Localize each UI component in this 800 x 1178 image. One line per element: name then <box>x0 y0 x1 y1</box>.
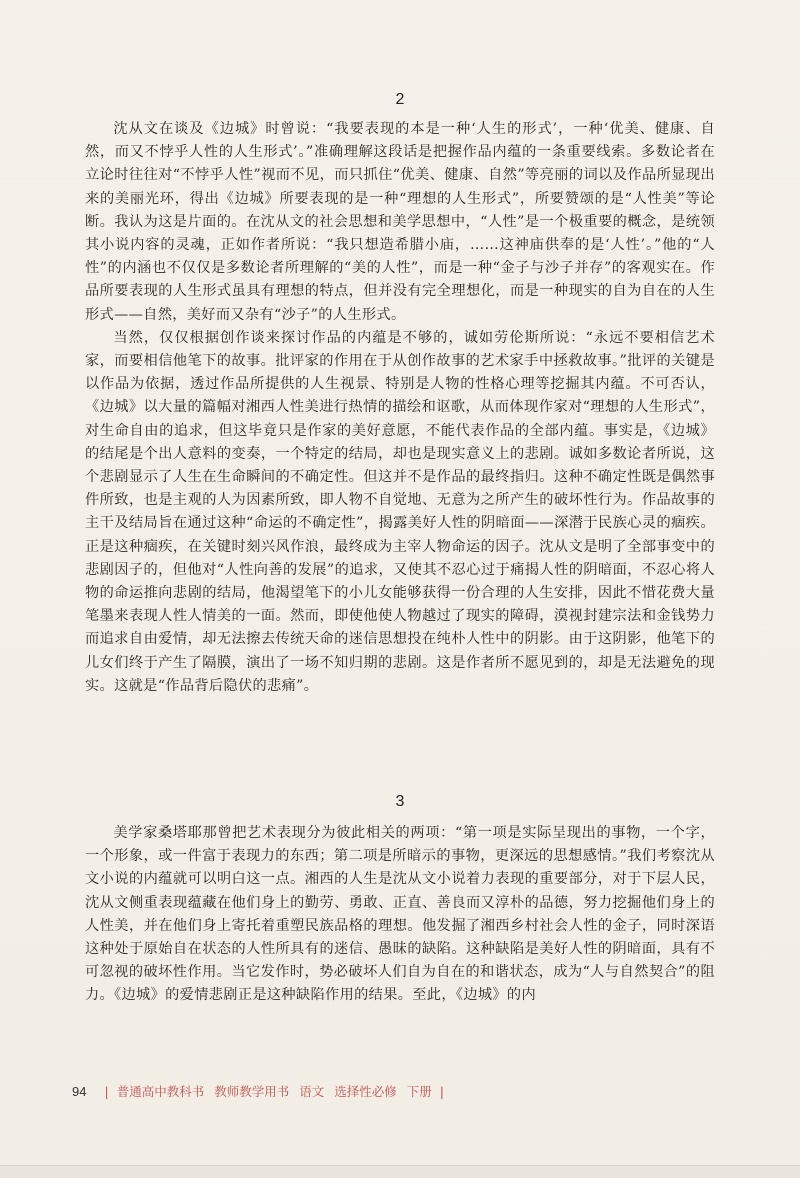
page-bottom-edge <box>0 1165 800 1178</box>
footer-course: 选择性必修 <box>334 1084 397 1099</box>
paragraph: 当然，仅仅根据创作谈来探讨作品的内蕴是不够的，诚如劳伦斯所说：“永远不要相信艺术家，而要相信他笔下的故事。批评家的作用在于从创作故事的艺术家手中拯救故事。”批评的关键是以作品为依据，透过作品所提供的人生视景、特别是人物的性格心理等挖掘其内蕴。不可否认，《边城》以大量的篇幅对湘西人性美进行热情的描绘和讴歌，从而体现作家对“理想的人生形式”，对生命自由的追求，但这毕竟只是作家的美好意愿，不能代表作品的全部内蕴。事实是，《边城》的结尾是个出人意料的变奏，一个特定的结局，却也是现实意义上的悲剧。诚如多数论者所说，这个悲剧显示了人生在生命瞬间的不确定性。但这并不是作品的最终指归。这种不确定性既是偶然事件所致，也是主观的人为因素所致，即人物不自觉地、无意为之所产生的破坏性行为。作品故事的主干及结局旨在通过这种“命运的不确定性”，揭露美好人性的阴暗面——深潜于民族心灵的痼疾。正是这种痼疾，在关键时刻兴风作浪，最终成为主宰人物命运的因子。沈从文是明了全部事变中的悲剧因子的，但他对“人性向善的发展”的追求，又使其不忍心过于痛揭人性的阴暗面，不忍心将人物的命运推向悲剧的结局，他渴望笔下的小儿女能够获得一份合理的人生安排，因此不惜花费大量笔墨来表现人性人情美的一面。然而，即使他使人物越过了现实的障碍，漠视封建宗法和金钱势力而追求自由爱情，却无法擦去传统天命的迷信思想投在纯朴人性中的阴影。由于这阴影，他笔下的儿女们终于产生了隔膜，演出了一场不知归期的悲剧。这是作者所不愿见到的，却是无法避免的现实。这就是“作品背后隐伏的悲痛”。 <box>85 329 715 694</box>
footer-divider: | <box>439 1083 444 1099</box>
footer-subject: 语文 <box>299 1084 325 1099</box>
footer-volume: 下册 <box>406 1084 432 1099</box>
footer-series: 普通高中教科书 <box>116 1084 205 1099</box>
page-footer <box>72 1079 452 1103</box>
paragraph: 美学家桑塔耶那曾把艺术表现分为彼此相关的两项：“第一项是实际呈现出的事物，一个字，一个形象，或一件富于表现力的东西；第二项是所暗示的事物，更深远的思想感情。”我们考察沈从文小说的内蕴就可以明白这一点。湘西的人生是沈从文小说着力表现的重要部分，对于下层人民，沈从文侧重表现蕴藏在他们身上的勤劳、勇敢、正直、善良而又淳朴的品德，努力挖掘他们身上的人性美，并在他们身上寄托着重塑民族品格的理想。他发掘了湘西乡村社会人性的金子，同时深语这种处于原始自在状态的人性所具有的迷信、愚昧的缺陷。这种缺陷是美好人性的阴暗面，具有不可忽视的破坏性作用。当它发作时，势必破坏人们自为自在的和谐状态，成为“人与自然契合”的阻力。《边城》的爱情悲剧正是这种缺陷作用的结果。至此，《边城》的内 <box>85 825 715 1004</box>
paragraph: 沈从文在谈及《边城》时曾说：“我要表现的本是一种‘人生的形式’，一种‘优美、健康、自然，而又不悖乎人性的人生形式’。”准确理解这段话是把握作品内蕴的一条重要线索。多数论者在立论时往往对“不悖乎人性”视而不见，而只抓住“优美、健康、自然”等亮丽的词以及作品所显现出来的美丽光环，得出《边城》所要表现的是一种“理想的人生形式”，所要赞颂的是“人性美”等论断。我认为这是片面的。在沈从文的社会思想和美学思想中，“人性”是一个极重要的概念，是统领其小说内容的灵魂，正如作者所说：“我只想造希腊小庙，……这神庙供奉的是‘人性’。”他的“人性”的内涵也不仅仅是多数论者所理解的“美的人性”，而是一种“金子与沙子并存”的客观实在。作品所要表现的人生形式虽具有理想的特点，但并没有完全理想化，而是一种现实的自为自在的人生形式——自然，美好而又杂有“沙子”的人生形式。 <box>85 121 715 323</box>
footer-divider: | <box>104 1083 109 1099</box>
section-number-2: 2 <box>395 91 405 108</box>
section-number-3: 3 <box>395 793 405 810</box>
footer-book-type: 教师教学用书 <box>214 1084 290 1099</box>
section-2-body <box>85 118 715 698</box>
section-3-body <box>85 822 715 1008</box>
page-number: 94 <box>72 1083 87 1099</box>
